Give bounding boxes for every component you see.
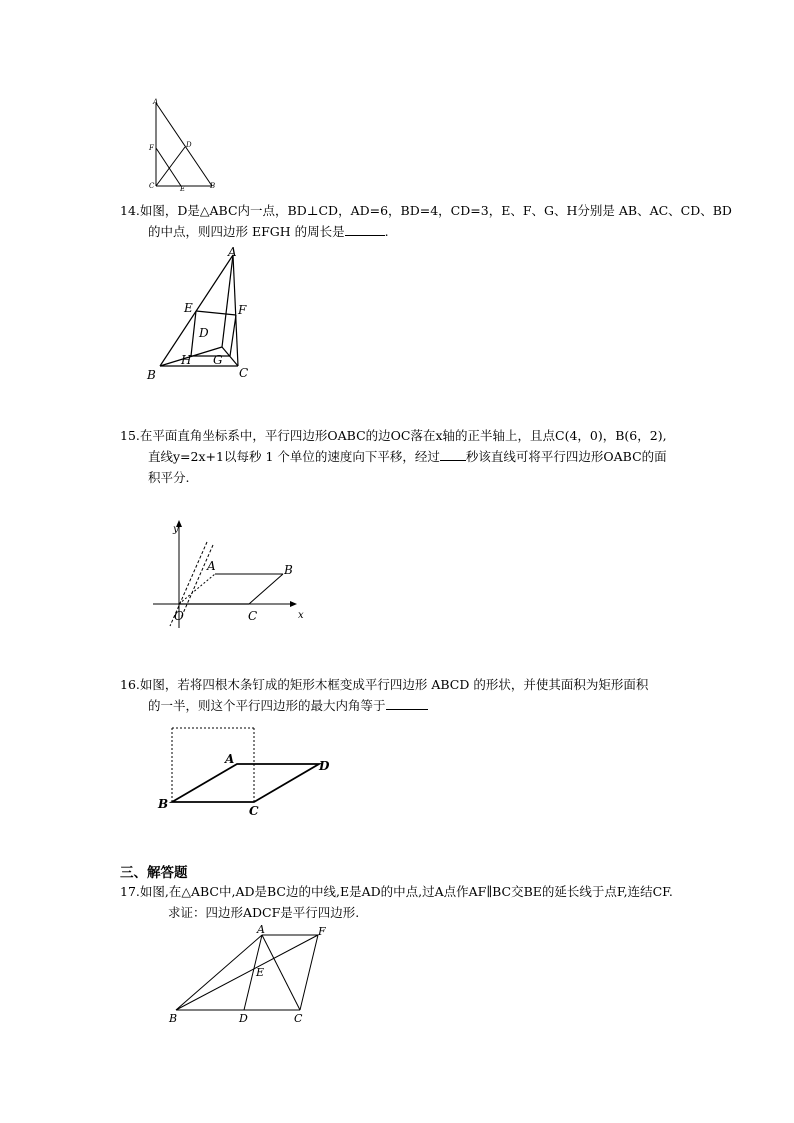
label-F: F bbox=[318, 925, 326, 938]
label-B: B bbox=[147, 368, 156, 382]
label-B: B bbox=[169, 1012, 178, 1025]
question-15-line3: 积平分. bbox=[148, 470, 190, 485]
label-O: O bbox=[174, 609, 184, 623]
label-A: A bbox=[257, 923, 265, 936]
label-y: y bbox=[173, 524, 179, 535]
label-D: D bbox=[239, 1012, 248, 1025]
label-C: C bbox=[294, 1012, 303, 1025]
label-E: E bbox=[180, 185, 186, 193]
answer-blank-15[interactable] bbox=[440, 448, 466, 461]
question-16-line1: 16.如图，若将四根木条钉成的矩形木框变成平行四边形 ABCD 的形状，并使其面积为矩形面积 bbox=[120, 677, 649, 692]
answer-blank-14[interactable] bbox=[345, 223, 385, 236]
figure-top-triangle bbox=[140, 95, 225, 195]
question-17-line2: 求证：四边形ADCF是平行四边形. bbox=[168, 905, 360, 920]
label-C: C bbox=[149, 182, 155, 190]
label-B: B bbox=[284, 563, 293, 577]
label-D: D bbox=[199, 326, 209, 340]
label-B: B bbox=[210, 182, 216, 190]
label-A: A bbox=[207, 559, 216, 573]
label-C: C bbox=[248, 609, 258, 623]
question-14-line2: 的中点，则四边形 EFGH 的周长是 bbox=[148, 224, 345, 239]
figure-14 bbox=[140, 243, 260, 385]
figure-17 bbox=[160, 920, 340, 1032]
label-G: G bbox=[213, 353, 223, 367]
question-15-line2: 直线y=2x+1以每秒 1 个单位的速度向下平移，经过 bbox=[148, 449, 440, 464]
question-14 bbox=[120, 200, 732, 242]
label-H: H bbox=[181, 353, 192, 367]
label-C: C bbox=[239, 366, 249, 380]
figure-16 bbox=[152, 720, 342, 820]
label-F: F bbox=[238, 303, 247, 317]
label-A: A bbox=[228, 245, 237, 259]
question-15-line2-end: 秒该直线可将平行四边形OABC的面 bbox=[465, 449, 667, 464]
label-C: C bbox=[249, 804, 259, 818]
label-E: E bbox=[256, 966, 265, 979]
question-17 bbox=[120, 881, 673, 923]
label-D: D bbox=[319, 759, 330, 773]
question-15-line1: 15.在平面直角坐标系中，平行四边形OABC的边OC落在x轴的正半轴上，且点C(4，0)，B(6，2), bbox=[120, 428, 667, 443]
label-A: A bbox=[153, 98, 159, 106]
label-x: x bbox=[298, 610, 304, 621]
question-17-line1: 17.如图,在△ABC中,AD是BC边的中线,E是AD的中点,过A点作AF∥BC交BE的延长线于点F,连结CF. bbox=[120, 884, 673, 899]
label-D: D bbox=[186, 141, 192, 149]
label-E: E bbox=[184, 301, 193, 315]
answer-blank-16[interactable] bbox=[386, 697, 428, 710]
question-14-period: . bbox=[384, 224, 389, 239]
figure-15 bbox=[145, 518, 310, 630]
label-F: F bbox=[149, 144, 154, 152]
question-15 bbox=[120, 425, 667, 488]
question-16 bbox=[120, 674, 648, 716]
section-title: 三、解答题 bbox=[120, 865, 188, 881]
question-14-line1: 14.如图，D是△ABC内一点，BD⊥CD，AD=6，BD=4，CD=3，E、F、G、H分别是 AB、AC、CD、BD bbox=[120, 203, 732, 218]
label-B: B bbox=[158, 797, 169, 811]
question-16-line2: 的一半，则这个平行四边形的最大内角等于 bbox=[148, 698, 386, 713]
label-A: A bbox=[225, 752, 235, 766]
